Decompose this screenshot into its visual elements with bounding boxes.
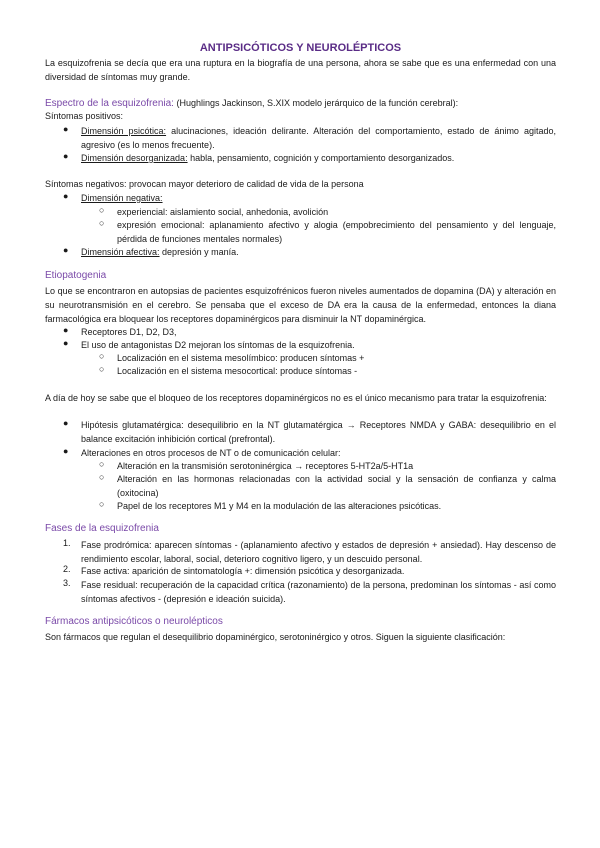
bullet-dot: ● [63,191,69,201]
list-item-alteraciones: Alteraciones en otros procesos de NT o de comunicación celular: [81,448,341,458]
list-number: 3. [63,578,71,588]
bullet-dot: ● [63,124,69,134]
list-item-glutamatergica: Hipótesis glutamatérgica: desequilibrio en la NT glutamatérgica → Receptores NMDA y GABA: desequilibrio en el balance excitación inhibición cortical (prefrontal). [81,420,556,444]
etiopatogenia-paragraph: Lo que se encontraron en autopsias de pacientes esquizofrénicos fueron niveles aumentados de dopamina (DA) y alteración en su neurotransmisión en el cerebro. Se pensaba que el exceso de DA era la causa de la enfermedad, entonces la diana farmacológica era bloquear los receptores dopaminérgicos para disminuir la NT dopaminérgica. [45,286,556,324]
etiopatogenia-heading: Etiopatogenia [45,270,107,281]
list-item-fase-activa: Fase activa: aparición de sintomatología +: dimensión psicótica y desorganizada. [81,566,405,576]
list-item-fase-prodromica: Fase prodrómica: aparecen síntomas - (aplanamiento afectivo y estados de depresión + ansiedad). Hay descenso de rendimiento escolar, laboral, social, deterioro cognitivo ligero, y un descuido personal. [81,540,556,564]
list-item-pos2 [81,151,556,165]
list-item-antagonistas: El uso de antagonistas D2 mejoran los síntomas de la esquizofrenia. [81,340,355,350]
list-number: 2. [63,564,71,574]
bullet-dot: ● [63,338,69,348]
negativos-label: Síntomas negativos: provocan mayor deterioro de calidad de vida de la persona [45,179,364,189]
bullet-dot: ● [63,418,69,428]
farmacos-heading: Fármacos antipsicóticos o neurolépticos [45,616,223,627]
espectro-heading: Espectro de la esquizofrenia: [45,98,174,109]
list-item-neg2 [81,245,556,259]
bullet-circle: ○ [99,205,105,215]
bullet-dot: ● [63,151,69,161]
neg1-label: Dimensión negativa: [81,193,163,203]
pos1-label: Dimensión psicótica: [81,126,167,136]
bullet-circle: ○ [99,499,105,509]
bullet-circle: ○ [99,364,105,374]
neg2-label: Dimensión afectiva: [81,247,160,257]
pos2-label: Dimensión desorganizada: [81,153,188,163]
fases-heading: Fases de la esquizofrenia [45,523,159,534]
document-title: ANTIPSICÓTICOS Y NEUROLÉPTICOS [199,42,402,54]
bullet-dot: ● [63,245,69,255]
list-item-neg1-sub1: experiencial: aislamiento social, anhedonia, avolición [117,207,329,217]
positivos-label: Síntomas positivos: [45,111,124,121]
pos1-text: alucinaciones, ideación delirante. Alteración del comportamiento, estado de ánimo agitado, agresivo (es lo menos frecuente). [81,126,556,150]
list-number: 1. [63,538,71,548]
bullet-circle: ○ [99,218,105,228]
list-item-neg1 [81,191,556,205]
pos2-text: habla, pensamiento, cognición y comportamiento desorganizados. [187,153,455,163]
espectro-heading-rest: (Hughlings Jackinson, S.XIX modelo jerárquico de la función cerebral): [173,98,459,108]
list-item-mesolimbico: Localización en el sistema mesolímbico: producen síntomas + [117,353,365,363]
list-item-serotoninergica: Alteración en la transmisión serotoninérgica → receptores 5-HT2a/5-HT1a [117,461,414,471]
etiopatogenia-paragraph-2: A día de hoy se sabe que el bloqueo de los receptores dopaminérgicos no es el único mecanismo para tratar la esquizofrenia: [45,393,547,403]
bullet-circle: ○ [99,459,105,469]
list-item-neg1-sub2: expresión emocional: aplanamiento afectivo y alogia (empobrecimiento del pensamiento y del lenguaje, pérdida de funciones mentales normales) [117,220,556,244]
intro-paragraph: La esquizofrenia se decía que era una ruptura en la biografía de una persona, ahora se sabe que es una enfermedad con una diversidad de síntomas muy grande. [45,58,556,82]
list-item-pos1 [81,124,556,152]
neg2-text: depresión y manía. [159,247,239,257]
bullet-dot: ● [63,446,69,456]
list-item-m1-m4: Papel de los receptores M1 y M4 en la modulación de las alteraciones psicóticas. [117,501,442,511]
list-item-fase-residual: Fase residual: recuperación de la capacidad crítica (razonamiento) de la persona, predominan los síntomas - así como síntomas afectivos - (depresión e ideación suicida). [81,580,556,604]
list-item-oxitocina: Alteración en las hormonas relacionadas con la actividad social y la sensación de confianza y calma (oxitocina) [117,474,556,498]
farmacos-paragraph: Son fármacos que regulan el desequilibrio dopaminérgico, serotoninérgico y otros. Siguen la siguiente clasificación: [45,632,506,642]
bullet-circle: ○ [99,472,105,482]
list-item-mesocortical: Localización en el sistema mesocortical: produce síntomas - [117,366,358,376]
bullet-circle: ○ [99,351,105,361]
list-item-receptores: Receptores D1, D2, D3, [81,327,177,337]
bullet-dot: ● [63,325,69,335]
